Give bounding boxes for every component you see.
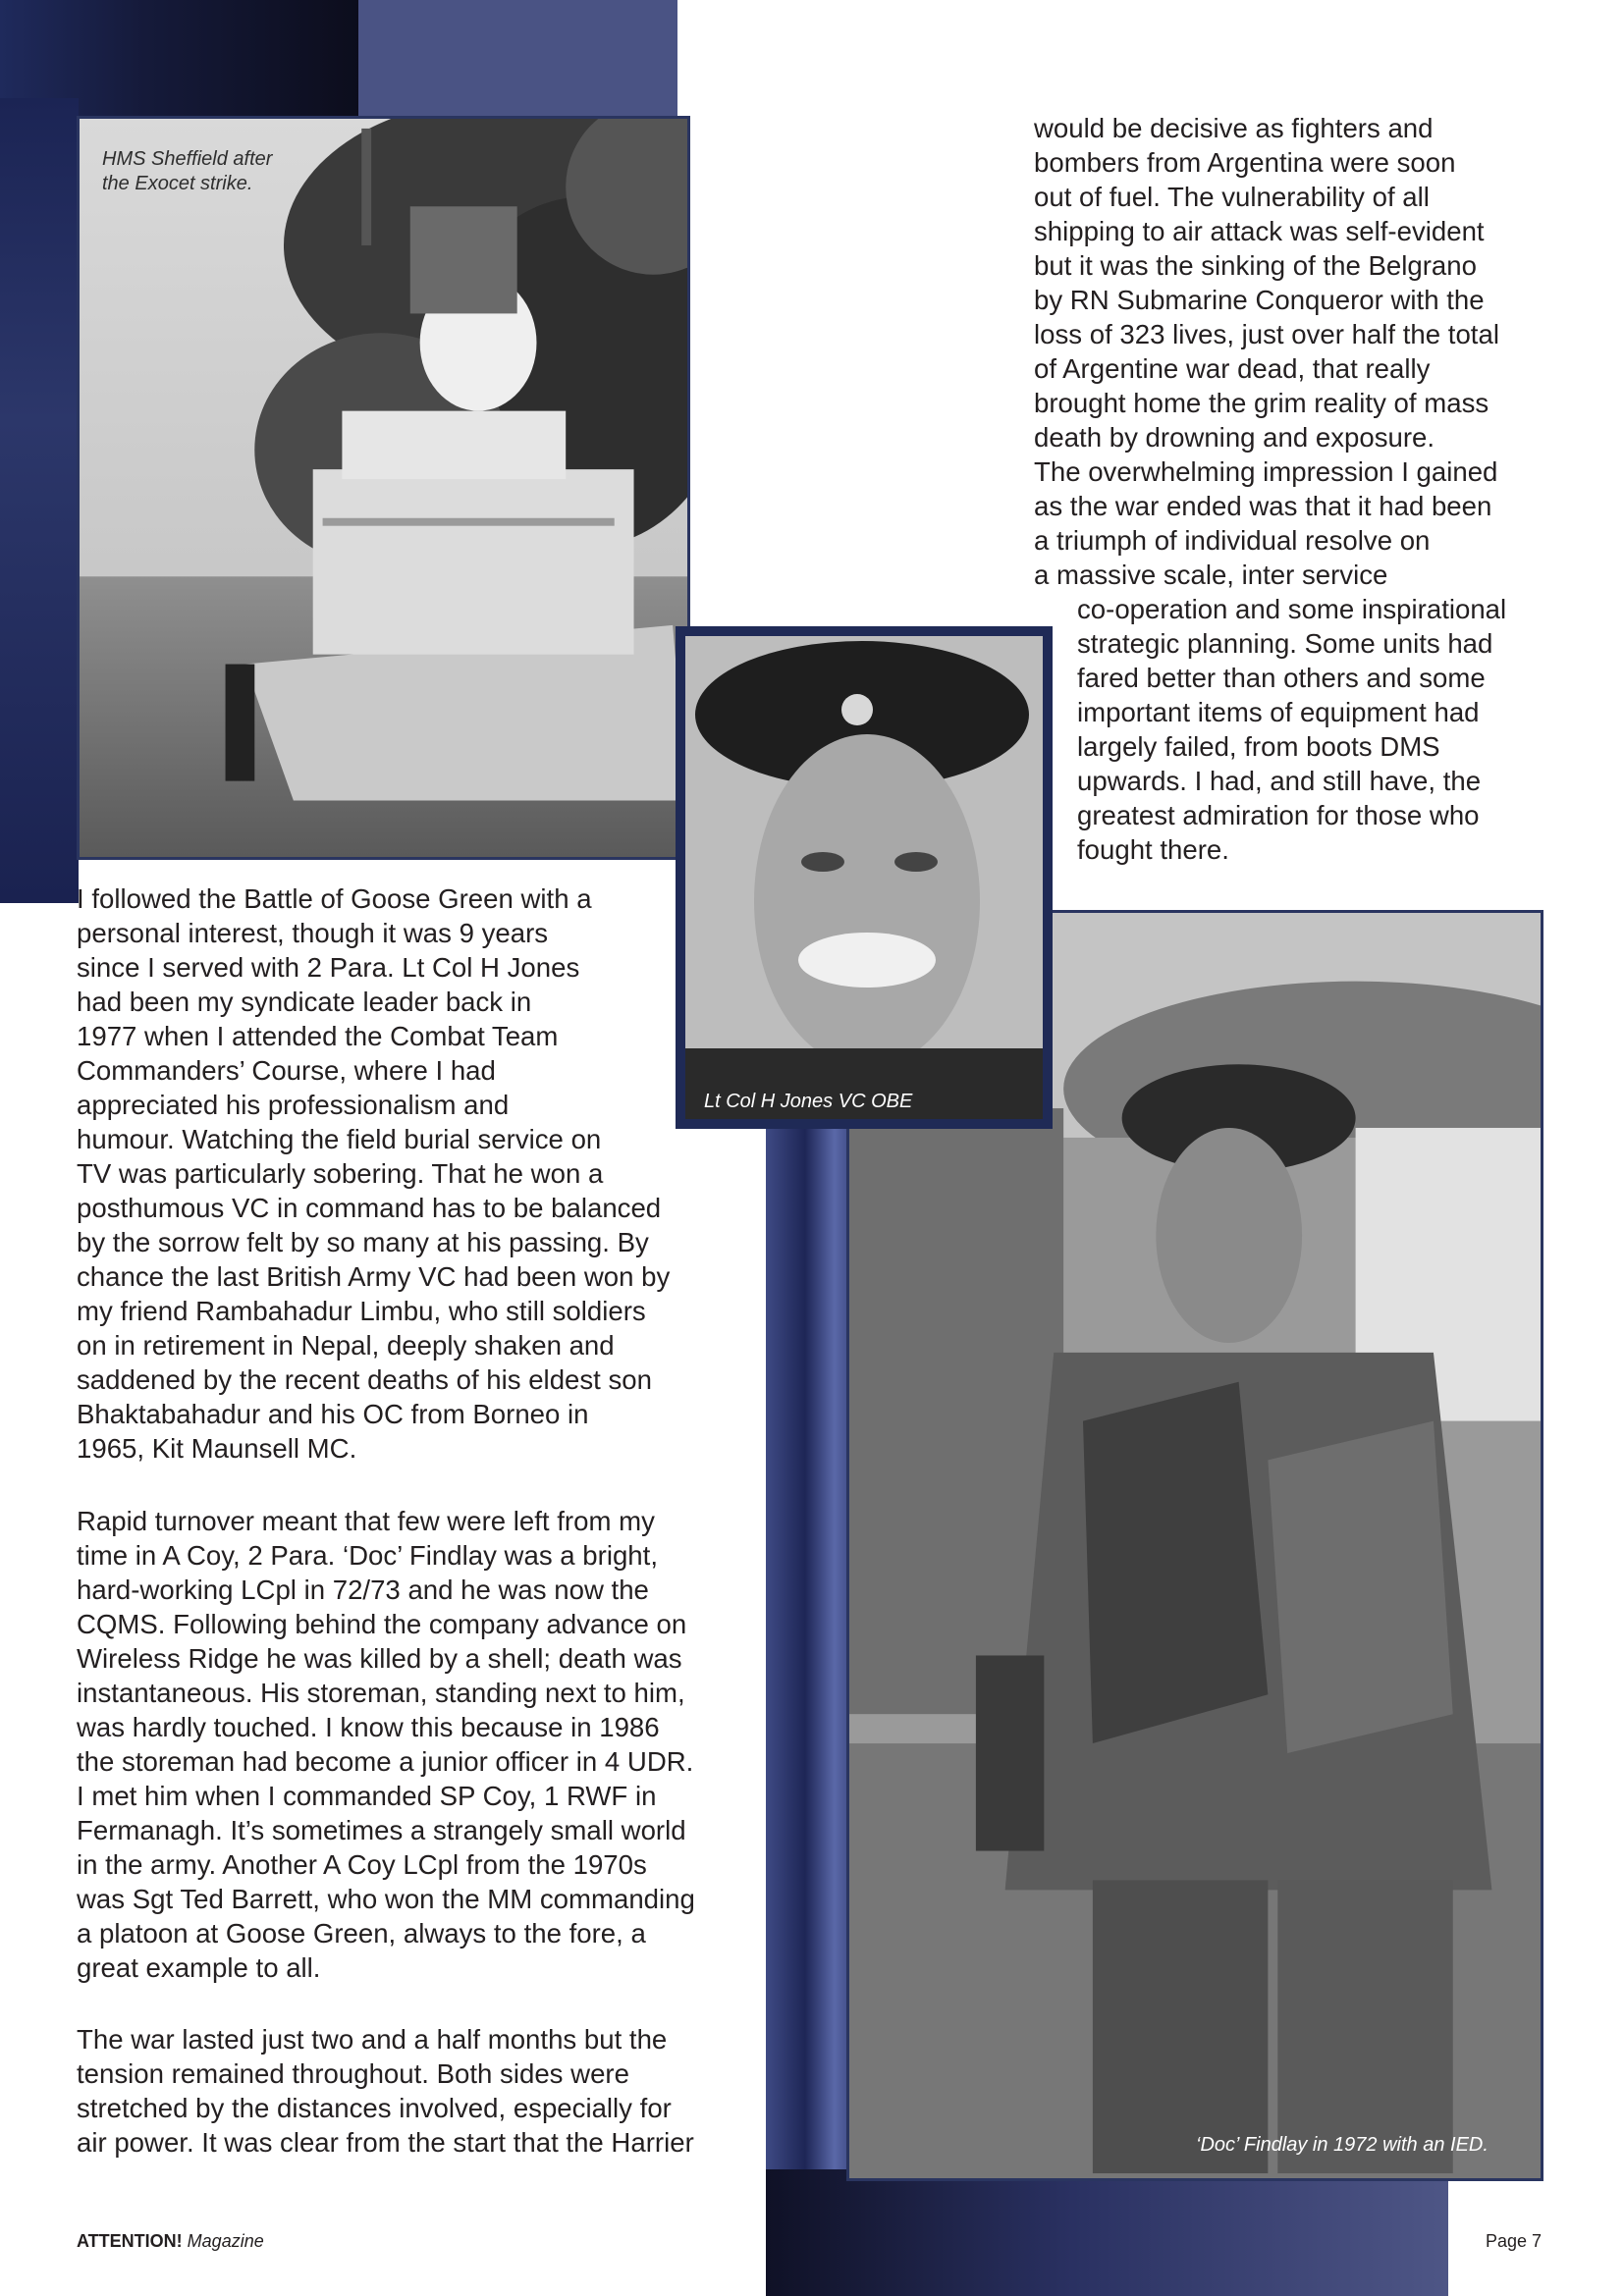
text-line: a platoon at Goose Green, always to the fore, a (77, 1918, 646, 1949)
page-number: Page 7 (1486, 2231, 1543, 2251)
text-line: saddened by the recent deaths of his eldest son (77, 1364, 653, 1395)
text-line: as the war ended was that it had been (1034, 491, 1492, 521)
text-line: a massive scale, inter service (1034, 560, 1388, 590)
ship-photo-caption (102, 147, 328, 196)
text-line: personal interest, though it was 9 years (77, 918, 549, 948)
text-line: my friend Rambahadur Limbu, who still soldiers (77, 1296, 646, 1326)
text-line: instantaneous. His storeman, standing next to him, (77, 1678, 685, 1708)
text-line: stretched by the distances involved, especially for (77, 2093, 672, 2123)
text-line: posthumous VC in command has to be balanced (77, 1193, 662, 1223)
text-line: largely failed, from boots DMS (1077, 731, 1440, 762)
text-line: time in A Coy, 2 Para. ‘Doc’ Findlay was a bright, (77, 1540, 658, 1571)
text-line: CQMS. Following behind the company advance on (77, 1609, 687, 1639)
text-line: loss of 323 lives, just over half the total (1034, 319, 1499, 349)
ship-caption-line-2: the Exocet strike. (102, 173, 253, 194)
text-line: Commanders’ Course, where I had (77, 1055, 496, 1086)
text-line: Rapid turnover meant that few were left from my (77, 1506, 655, 1536)
text-line: great example to all. (77, 1952, 321, 1983)
text-line: on in retirement in Nepal, deeply shaken and (77, 1330, 615, 1361)
text-line: shipping to air attack was self-evident (1034, 216, 1485, 246)
findlay-photo-caption: ‘Doc’ Findlay in 1972 with an IED. (1196, 2134, 1489, 2156)
text-line: by the sorrow felt by so many at his passing. By (77, 1227, 649, 1257)
text-line: greatest admiration for those who (1077, 800, 1480, 830)
text-line: bombers from Argentina were soon (1034, 147, 1456, 178)
right-column-text (1034, 111, 1564, 867)
text-line: I met him when I commanded SP Coy, 1 RWF in (77, 1781, 657, 1811)
decorative-band-top (358, 0, 677, 118)
text-line: TV was particularly sobering. That he won a (77, 1158, 604, 1189)
text-line: fared better than others and some (1077, 663, 1486, 693)
text-line: since I served with 2 Para. Lt Col H Jones (77, 952, 580, 983)
text-line: co-operation and some inspirational (1077, 594, 1507, 624)
ship-caption-line-1: HMS Sheffield after (102, 148, 273, 170)
text-line: strategic planning. Some units had (1077, 628, 1493, 659)
text-line: brought home the grim reality of mass (1034, 388, 1489, 418)
text-line: 1965, Kit Maunsell MC. (77, 1433, 357, 1464)
text-line: I followed the Battle of Goose Green with a (77, 883, 592, 914)
text-line: in the army. Another A Coy LCpl from the 1970s (77, 1849, 647, 1880)
text-line: air power. It was clear from the start that the Harrier (77, 2127, 694, 2158)
text-line: chance the last British Army VC had been won by (77, 1261, 671, 1292)
text-line: was hardly touched. I know this because in 1986 (77, 1712, 660, 1742)
text-line: Bhaktabahadur and his OC from Borneo in (77, 1399, 589, 1429)
text-line: humour. Watching the field burial service on (77, 1124, 602, 1154)
ship-illustration (80, 119, 687, 857)
footer-publication (77, 2231, 264, 2252)
text-line: fought there. (1077, 834, 1229, 865)
footer-brand-suffix: Magazine (187, 2231, 264, 2251)
text-line: of Argentine war dead, that really (1034, 353, 1431, 384)
text-line: by RN Submarine Conqueror with the (1034, 285, 1485, 315)
photo-hms-sheffield (77, 116, 690, 860)
text-line: appreciated his professionalism and (77, 1090, 510, 1120)
decorative-band-bottom (766, 2169, 1448, 2296)
text-line: out of fuel. The vulnerability of all (1034, 182, 1430, 212)
text-line: important items of equipment had (1077, 697, 1480, 727)
text-line: tension remained throughout. Both sides were (77, 2058, 629, 2089)
text-line: a triumph of individual resolve on (1034, 525, 1431, 556)
text-line: was Sgt Ted Barrett, who won the MM commanding (77, 1884, 695, 1914)
footer-brand: ATTENTION! (77, 2231, 183, 2251)
text-line: would be decisive as fighters and (1034, 113, 1434, 143)
text-line: death by drowning and exposure. (1034, 422, 1435, 453)
text-line: but it was the sinking of the Belgrano (1034, 250, 1477, 281)
text-line: Wireless Ridge he was killed by a shell; death was (77, 1643, 682, 1674)
text-line: 1977 when I attended the Combat Team (77, 1021, 559, 1051)
text-line: hard-working LCpl in 72/73 and he was now the (77, 1575, 649, 1605)
text-line: The overwhelming impression I gained (1034, 456, 1498, 487)
text-line: Fermanagh. It’s sometimes a strangely small world (77, 1815, 686, 1845)
paragraph-war-duration (77, 2022, 764, 2160)
paragraph-doc-findlay (77, 1504, 764, 1985)
text-line: had been my syndicate leader back in (77, 987, 532, 1017)
decorative-strip-left (0, 98, 79, 903)
jones-photo-caption: Lt Col H Jones VC OBE (704, 1091, 913, 1112)
text-line: The war lasted just two and a half months but the (77, 2024, 668, 2055)
paragraph-goose-green (77, 881, 764, 1466)
text-line: upwards. I had, and still have, the (1077, 766, 1482, 796)
text-line: the storeman had become a junior officer in 4 UDR. (77, 1746, 694, 1777)
